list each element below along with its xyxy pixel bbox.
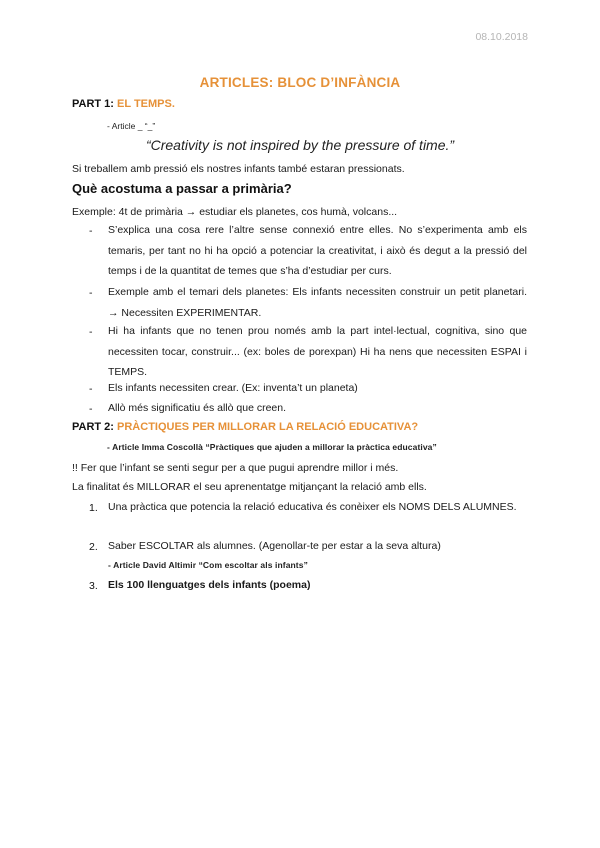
list-item: Els infants necessiten crear. (Ex: inventa’t un planeta) <box>108 382 358 394</box>
document-date: 08.10.2018 <box>475 31 528 43</box>
bullet-dash: - <box>89 225 93 237</box>
part1-intro: Si treballem amb pressió els nostres infants també estaran pressionats. <box>72 163 405 175</box>
numbered-item: Una pràctica que potencia la relació educativa és conèixer els NOMS DELS ALUMNES. <box>108 501 517 513</box>
part2-article-ref: - Article Imma Coscollà “Pràctiques que ajuden a millorar la pràctica educativa” <box>107 442 437 452</box>
list-number: 2. <box>89 541 98 553</box>
bullet-dash: - <box>89 326 93 338</box>
numbered-item: Els 100 llenguatges dels infants (poema) <box>108 579 311 591</box>
bullet-dash: - <box>89 287 93 299</box>
example-line: Exemple: 4t de primària → estudiar els planetes, cos humà, volcans... <box>72 206 398 218</box>
part2-label: PART 2: <box>72 421 114 433</box>
list-item: Hi ha infants que no tenen prou només amb la part intel·lectual, cognitiva, sino que necessiten tocar, construir... (ex: boles de porexpan) Hi ha nens que necessiten ESPAI i TEMPS. <box>108 325 527 378</box>
part2-line2: La finalitat és MILLORAR el seu aprenentatge mitjançant la relació amb ells. <box>72 481 427 493</box>
title-text: ARTICLES: BLOC D’INFÀNCIA <box>199 75 401 90</box>
list-item: S’explica una cosa rere l’altre sense connexió entre elles. No s’experimenta amb els temaris, per tant no hi ha opció a potenciar la creativitat, i això és degut a la pressió del temps i de la quantitat de temes que s’ha d’estudiar per curs. <box>108 224 527 277</box>
page-title <box>0 75 600 90</box>
part2-line1: !! Fer que l’infant se senti segur per a que pugui aprendre millor i més. <box>72 462 399 474</box>
bullet-dash: - <box>89 403 93 415</box>
numbered-item: Saber ESCOLTAR als alumnes. (Agenollar-te per estar a la seva altura) <box>108 540 441 552</box>
list-number: 1. <box>89 502 98 514</box>
section-heading: Què acostuma a passar a primària? <box>72 181 292 196</box>
part1-name: EL TEMPS. <box>117 98 175 110</box>
bullet-dash: - <box>89 383 93 395</box>
part1-heading <box>72 98 175 110</box>
part1-label: PART 1: <box>72 98 114 110</box>
part2-name: PRÀCTIQUES PER MILLORAR LA RELACIÓ EDUCATIVA? <box>117 421 419 433</box>
list-item: Exemple amb el temari dels planetes: Els infants necessiten construir un petit planetari. → Necessiten EXPERIMENTAR. <box>108 286 527 319</box>
item2-article-ref: - Article David Altimir “Com escoltar als infants” <box>108 560 308 570</box>
part1-article-ref: - Article _ “_” <box>107 121 156 131</box>
quote: “Creativity is not inspired by the pressure of time.” <box>145 137 455 153</box>
list-item: Allò més significatiu és allò que creen. <box>108 402 287 414</box>
part2-heading <box>72 421 418 433</box>
list-number: 3. <box>89 580 98 592</box>
